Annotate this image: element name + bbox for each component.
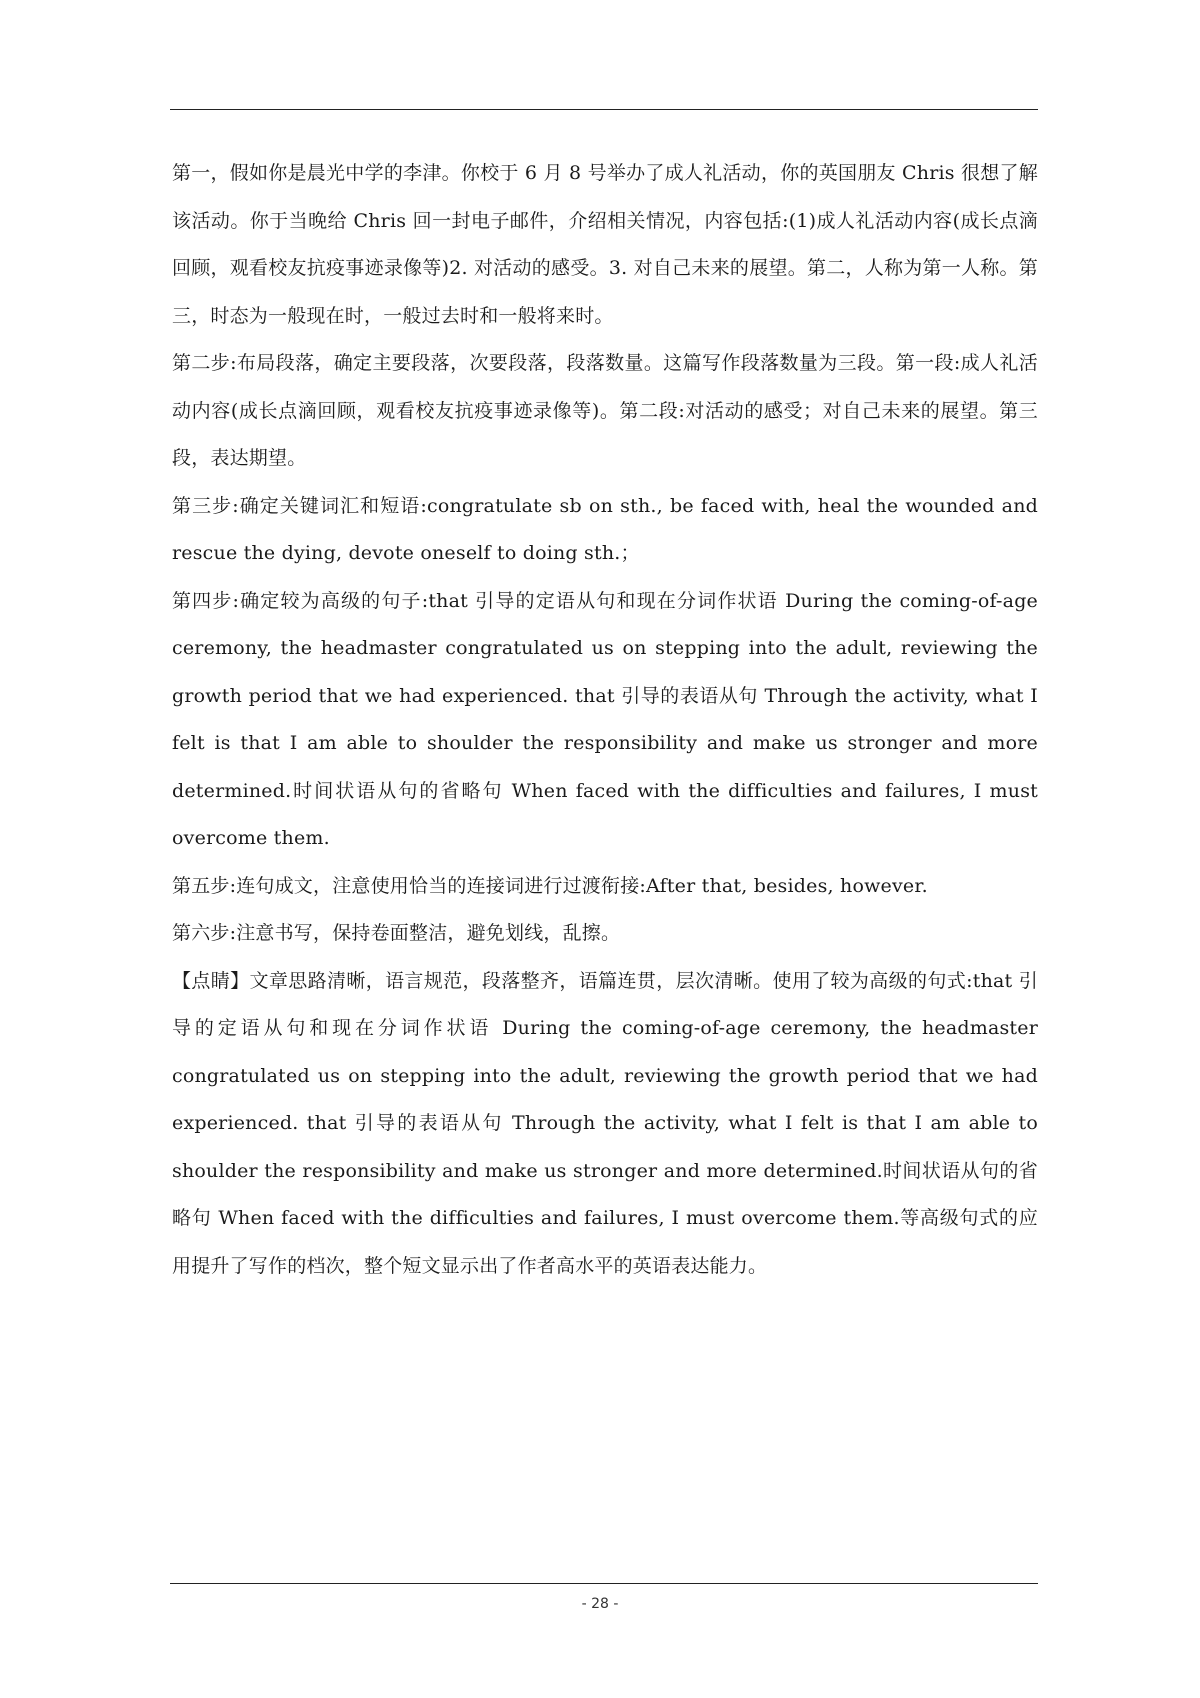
- document-body: [172, 150, 1038, 1290]
- paragraph-step-five: 第五步:连句成文，注意使用恰当的连接词进行过渡衔接:After that, besides, however.: [172, 874, 928, 897]
- paragraph-step-four: 第四步:确定较为高级的句子:that 引导的定语从句和现在分词作状语 During the coming-of-age ceremony, the headmaster congratulated us on stepping into the adult, reviewing the growth period that we had experienced. that 引导的表语从句 Through the activity, what I felt is that I am able to shoulder the responsibility and make us stronger and more determined.时间状语从句的省略句 When faced with the difficulties and failures, I must overcome them.: [172, 589, 1038, 849]
- paragraph-step-two: 第二步:布局段落，确定主要段落，次要段落，段落数量。这篇写作段落数量为三段。第一段:成人礼活动内容(成长点滴回顾，观看校友抗疫事迹录像等)。第二段:对活动的感受；对自己未来的展望。第三段，表达期望。: [172, 352, 1038, 469]
- page-number: - 28 -: [581, 1596, 619, 1612]
- paragraph-step-one: 第一，假如你是晨光中学的李津。你校于 6 月 8 号举办了成人礼活动，你的英国朋友 Chris 很想了解该活动。你于当晚给 Chris 回一封电子邮件，介绍相关情况，内容包括:(1)成人礼活动内容(成长点滴回顾，观看校友抗疫事迹录像等)2. 对活动的感受。3. 对自己未来的展望。第二，人称为第一人称。第三，时态为一般现在时，一般过去时和一般将来时。: [172, 162, 1038, 327]
- paragraph-step-six: 第六步:注意书写，保持卷面整洁，避免划线，乱擦。: [172, 922, 621, 944]
- header-rule: [170, 109, 1038, 110]
- paragraph-dianjing: 【点睛】文章思路清晰，语言规范，段落整齐，语篇连贯，层次清晰。使用了较为高级的句式:that 引导的定语从句和现在分词作状语 During the coming-of-age ceremony, the headmaster congratulated us on stepping into the adult, reviewing the growth period that we had experienced. that 引导的表语从句 Through the activity, what I felt is that I am able to shoulder the responsibility and make us stronger and more determined.时间状语从句的省略句 When faced with the difficulties and failures, I must overcome them.等高级句式的应用提升了写作的档次，整个短文显示出了作者高水平的英语表达能力。: [172, 969, 1038, 1277]
- footer-rule: [170, 1583, 1038, 1584]
- paragraph-step-three: 第三步:确定关键词汇和短语:congratulate sb on sth., be faced with, heal the wounded and rescue the dying, devote oneself to doing sth.；: [172, 494, 1038, 564]
